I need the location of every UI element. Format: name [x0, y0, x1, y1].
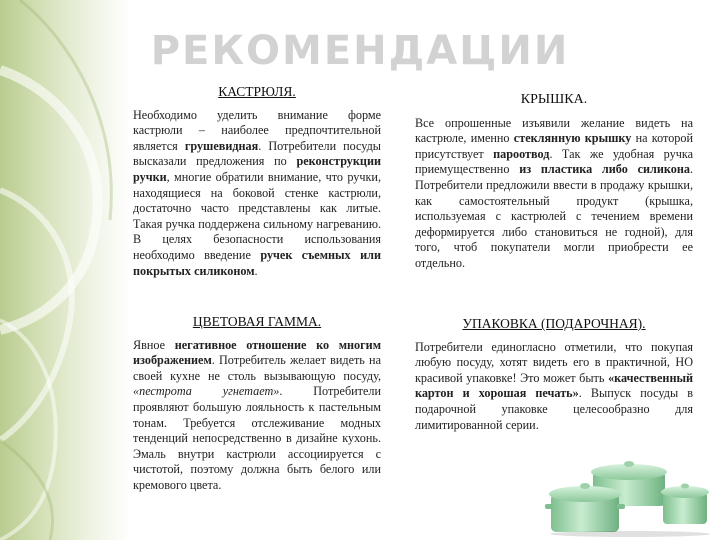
section-body: [415, 340, 693, 434]
body-text: . Потребители посуды высказали предложения по: [133, 138, 381, 169]
body-text: на которой присутствует: [415, 131, 694, 161]
cookware-set-image: [545, 450, 715, 538]
body-text: . Так же удобная ручка приемущественно: [415, 146, 693, 177]
body-text: .: [254, 263, 258, 278]
body-italic-text: «пестрота угнетает»: [133, 384, 280, 399]
body-bold-text: ручек съемных или покрытых силиконом: [133, 247, 381, 278]
section-upakovka: [415, 316, 693, 433]
body-bold-text: из пластика либо силикона: [519, 162, 690, 177]
body-text: Все опрошенные изъявили желание видеть на кастрюле, именно: [415, 115, 693, 146]
body-text: Явное: [133, 337, 175, 352]
body-bold-text: стеклянную крышку: [513, 131, 632, 146]
body-bold-text: реконструкции ручки: [133, 154, 381, 184]
body-text: . Потребители проявляют большую лояльность к пастельным тонам. Требуется отслеживание модных тенденций непосредственно в дизайне кухонь. Эмаль внутри кастрюли ассоциируется с чистотой, поэтому должна быть белого или кремового цвета.: [133, 384, 382, 492]
body-text: . Потребители предложили ввести в продажу крышки, как самостоятельный продукт (крышка, используемая с кастрюлей с течением времени деформируется либо становиться не годной), для того, чтоб покупатели могли приобрести ее отдельно.: [415, 162, 693, 270]
body-bold-text: пароотвод: [493, 146, 550, 161]
section-heading: КРЫШКА.: [520, 92, 588, 107]
section-body: [415, 116, 693, 272]
body-bold-text: грушевидная: [184, 138, 259, 153]
section-body: [133, 338, 381, 494]
body-text: Необходимо уделить внимание форме кастрюли – наиболее предпочтительной является: [133, 107, 381, 153]
body-text: , многие обратили внимание, что ручки, находящиеся на боковой стенке кастрюли, достаточно часто представлены как литые. Такая ручка поддержена сильному нагреванию. В целях безопасности использования необходимо введение: [133, 169, 381, 262]
section-gamma: [133, 314, 381, 494]
section-heading: КАСТРЮЛЯ.: [218, 84, 296, 99]
body-text: . Выпуск посуды в подарочной упаковке целесообразно для лимитированной серии.: [415, 386, 693, 432]
body-bold-text: негативное отношение ко многим изображением: [133, 337, 382, 368]
body-text: . Потребитель желает видеть на своей кухне не столь вызывающую посуду,: [133, 353, 381, 383]
page-title: РЕКОМЕНДАЦИИ: [150, 28, 570, 74]
body-bold-text: «качественный картон и хорошая печать»: [415, 370, 693, 401]
section-heading: ЦВЕТОВАЯ ГАММА.: [192, 314, 322, 329]
section-kastryulya: [133, 84, 381, 279]
section-body: [133, 108, 381, 280]
section-heading: УПАКОВКА (ПОДАРОЧНАЯ).: [462, 316, 646, 331]
body-text: Потребители единогласно отметили, что покупая любую посуду, хотят видеть его в практичной, НО красивой упаковке! Это может быть: [415, 339, 693, 385]
section-kryshka: [415, 92, 693, 272]
